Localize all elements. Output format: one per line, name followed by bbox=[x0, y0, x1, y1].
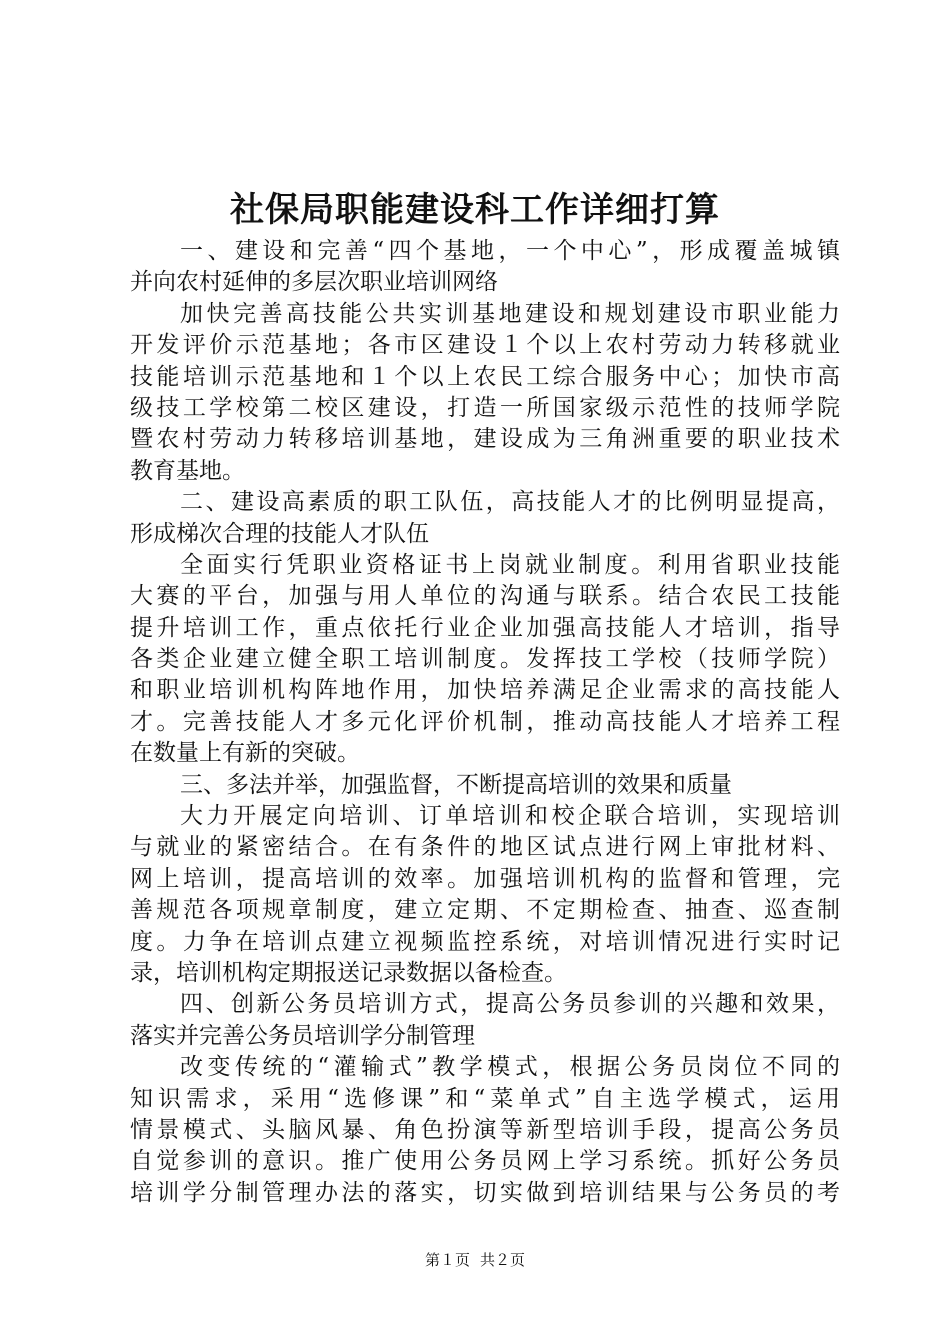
paragraph-line: 大力开展定向培训、订单培训和校企联合培训，实现培训 bbox=[180, 803, 840, 830]
paragraph-line: 教育基地。 bbox=[130, 457, 245, 484]
document-body bbox=[130, 236, 840, 1209]
paragraph-line: 培训学分制管理办法的落实，切实做到培训结果与公务员的考 bbox=[130, 1179, 840, 1206]
section-heading: 并向农村延伸的多层次职业培训网络 bbox=[130, 269, 498, 296]
page-total: 共２页 bbox=[480, 1251, 526, 1269]
paragraph-line: 度。力争在培训点建立视频监控系统，对培训情况进行实时记 bbox=[130, 928, 840, 955]
paragraph-line: 开发评价示范基地；各市区建设１个以上农村劳动力转移就业 bbox=[130, 332, 840, 359]
paragraph-line: 级技工学校第二校区建设，打造一所国家级示范性的技师学院 bbox=[130, 394, 840, 421]
paragraph-line: 改变传统的“灌输式”教学模式，根据公务员岗位不同的 bbox=[180, 1054, 840, 1081]
section-heading: 落实并完善公务员培训学分制管理 bbox=[130, 1022, 475, 1049]
page-footer bbox=[0, 1250, 950, 1270]
paragraph-line: 录，培训机构定期报送记录数据以备检查。 bbox=[130, 959, 567, 986]
paragraph-line: 网上培训，提高培训的效率。加强培训机构的监督和管理，完 bbox=[130, 865, 840, 892]
section-heading: 形成梯次合理的技能人才队伍 bbox=[130, 520, 429, 547]
paragraph-line: 情景模式、头脑风暴、角色扮演等新型培训手段，提高公务员 bbox=[130, 1116, 840, 1143]
paragraph-line: 与就业的紧密结合。在有条件的地区试点进行网上审批材料、 bbox=[130, 834, 840, 861]
paragraph-line: 自觉参训的意识。推广使用公务员网上学习系统。抓好公务员 bbox=[130, 1148, 840, 1175]
paragraph-line: 提升培训工作，重点依托行业企业加强高技能人才培训，指导 bbox=[130, 614, 840, 641]
paragraph-line: 才。完善技能人才多元化评价机制，推动高技能人才培养工程 bbox=[130, 708, 840, 735]
section-heading: 二、建设高素质的职工队伍，高技能人才的比例明显提高， bbox=[180, 489, 840, 516]
paragraph-line: 技能培训示范基地和１个以上农民工综合服务中心；加快市高 bbox=[130, 363, 840, 390]
section-heading: 三、多法并举，加强监督，不断提高培训的效果和质量 bbox=[180, 771, 732, 798]
paragraph-line: 善规范各项规章制度，建立定期、不定期检查、抽查、巡查制 bbox=[130, 897, 840, 924]
document-title: 社保局职能建设科工作详细打算 bbox=[230, 190, 720, 230]
section-heading: 四、创新公务员培训方式，提高公务员参训的兴趣和效果， bbox=[180, 991, 840, 1018]
paragraph-line: 各类企业建立健全职工培训制度。发挥技工学校（技师学院） bbox=[130, 646, 840, 673]
paragraph-line: 加快完善高技能公共实训基地建设和规划建设市职业能力 bbox=[180, 300, 840, 327]
paragraph-line: 在数量上有新的突破。 bbox=[130, 740, 360, 767]
paragraph-line: 知识需求，采用“选修课”和“菜单式”自主选学模式，运用 bbox=[130, 1085, 840, 1112]
paragraph-line: 大赛的平台，加强与用人单位的沟通与联系。结合农民工技能 bbox=[130, 583, 840, 610]
paragraph-line: 全面实行凭职业资格证书上岗就业制度。利用省职业技能 bbox=[180, 551, 840, 578]
page-number: 第１页 bbox=[424, 1251, 470, 1269]
section-heading: 一、建设和完善“四个基地，一个中心”，形成覆盖城镇 bbox=[180, 238, 840, 264]
paragraph-line: 暨农村劳动力转移培训基地，建设成为三角洲重要的职业技术 bbox=[130, 426, 840, 453]
paragraph-line: 和职业培训机构阵地作用，加快培养满足企业需求的高技能人 bbox=[130, 677, 840, 704]
